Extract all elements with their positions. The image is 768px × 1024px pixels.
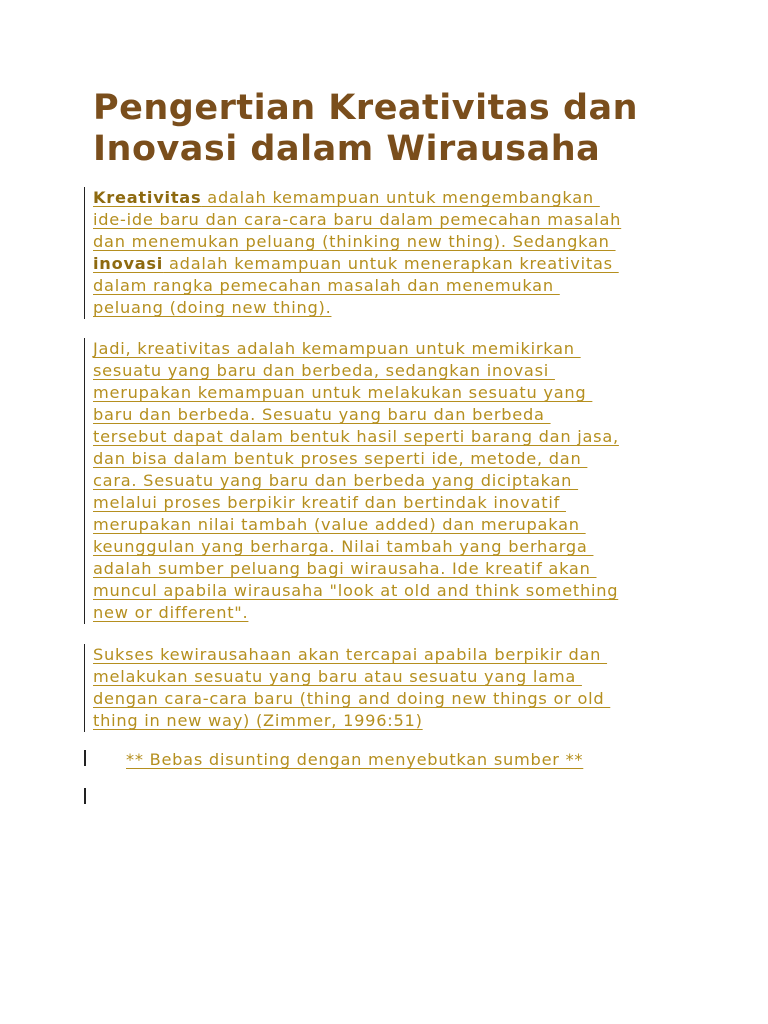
link-line[interactable]: keunggulan yang berharga. Nilai tambah yang berharga <box>93 537 594 556</box>
source-note-link[interactable]: ** Bebas disunting dengan menyebutkan sumber ** <box>126 750 584 769</box>
link-line[interactable]: dan bisa dalam bentuk proses seperti ide, metode, dan <box>93 449 588 468</box>
link-line[interactable]: muncul apabila wirausaha "look at old and think something <box>93 581 619 600</box>
link-line[interactable]: ide-ide baru dan cara-cara baru dalam pemecahan masalah <box>93 210 622 229</box>
link-line[interactable]: thing in new way) (Zimmer, 1996:51) <box>93 711 423 730</box>
link-line[interactable]: peluang (doing new thing). <box>93 298 332 317</box>
page-title: Pengertian Kreativitas dan Inovasi dalam Wirausaha <box>93 88 639 169</box>
paragraph-explanation <box>84 338 619 624</box>
link-line[interactable]: sesuatu yang baru dan berbeda, sedangkan inovasi <box>93 361 555 380</box>
link-line[interactable]: melalui proses berpikir kreatif dan bertindak inovatif <box>93 493 566 512</box>
paragraph-success <box>84 644 610 732</box>
link-line[interactable]: tersebut dapat dalam bentuk hasil seperti barang dan jasa, <box>93 427 619 446</box>
link-line[interactable]: new or different". <box>93 603 249 622</box>
link-line[interactable]: cara. Sesuatu yang baru dan berbeda yang diciptakan <box>93 471 579 490</box>
paragraph-marker <box>84 750 86 766</box>
paragraph-definition <box>84 187 621 319</box>
link-line[interactable]: adalah sumber peluang bagi wirausaha. Ide kreatif akan <box>93 559 597 578</box>
link-line[interactable]: baru dan berbeda. Sesuatu yang baru dan berbeda <box>93 405 551 424</box>
link-line[interactable]: dengan cara-cara baru (thing and doing new things or old <box>93 689 611 708</box>
paragraph-marker <box>84 788 86 804</box>
link-line[interactable]: merupakan kemampuan untuk melakukan sesuatu yang <box>93 383 593 402</box>
link-line[interactable]: Sukses kewirausahaan akan tercapai apabila berpikir dan <box>93 645 608 664</box>
link-line[interactable]: melakukan sesuatu yang baru atau sesuatu yang lama <box>93 667 582 686</box>
link-line[interactable]: Kreativitas adalah kemampuan untuk mengembangkan <box>93 188 600 207</box>
link-line[interactable]: inovasi adalah kemampuan untuk menerapkan kreativitas <box>93 254 619 273</box>
link-line[interactable]: merupakan nilai tambah (value added) dan merupakan <box>93 515 586 534</box>
link-line[interactable]: dalam rangka pemecahan masalah dan menemukan <box>93 276 560 295</box>
link-line[interactable]: dan menemukan peluang (thinking new thing). Sedangkan <box>93 232 616 251</box>
link-line[interactable]: Jadi, kreativitas adalah kemampuan untuk memikirkan <box>93 339 581 358</box>
